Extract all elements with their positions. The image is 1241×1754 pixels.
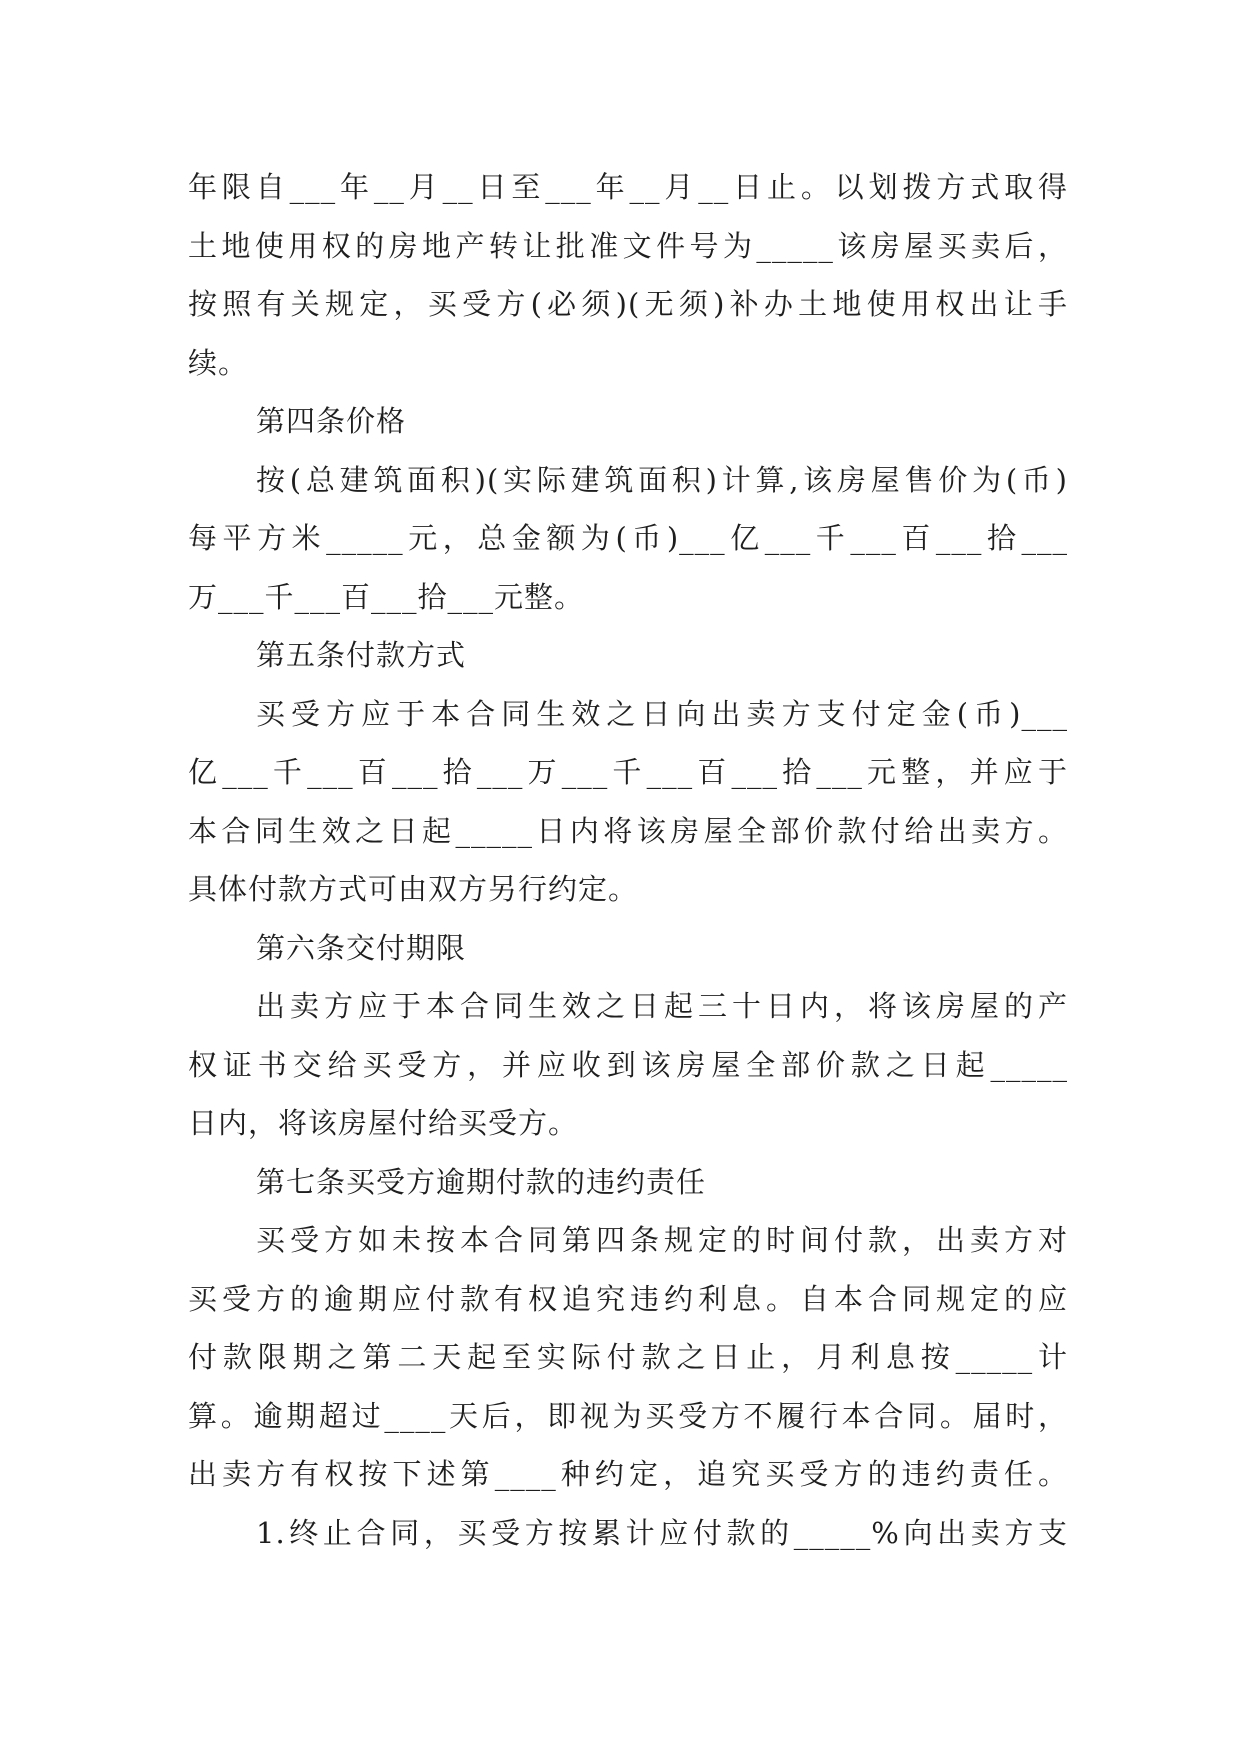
text-line: 日内，将该房屋付给买受方。 <box>188 1106 579 1140</box>
text-line: 按(总建筑面积)(实际建筑面积)计算,该房屋售价为(币) <box>256 462 1068 497</box>
text-line: 出卖方有权按下述第____种约定，追究买受方的违约责任。 <box>188 1457 1068 1491</box>
text-line: 具体付款方式可由双方另行约定。 <box>188 872 639 906</box>
text-line: 付款限期之第二天起至实际付款之日止，月利息按_____计 <box>188 1340 1068 1374</box>
text-line: 第四条价格 <box>256 404 407 438</box>
text-line: 按照有关规定，买受方(必须)(无须)补办土地使用权出让手 <box>188 287 1068 321</box>
text-line: 续。 <box>188 345 249 380</box>
text-line: 土地使用权的房地产转让批准文件号为_____该房屋买卖后， <box>188 228 1068 263</box>
text-line: 1.终止合同，买受方按累计应付款的_____%向出卖方支 <box>256 1515 1068 1550</box>
text-line: 每平方米_____元，总金额为(币)___亿___千___百___拾___ <box>188 521 1068 555</box>
text-line: 年限自___年__月__日至___年__月__日止。以划拨方式取得 <box>188 170 1068 204</box>
text-line: 第五条付款方式 <box>256 638 467 672</box>
contract-text-body <box>188 158 1068 1562</box>
text-line: 买受方如未按本合同第四条规定的时间付款，出卖方对 <box>256 1223 1068 1257</box>
text-line: 万___千___百___拾___元整。 <box>188 579 585 614</box>
text-line: 本合同生效之日起_____日内将该房屋全部价款付给出卖方。 <box>188 813 1068 848</box>
text-line: 算。逾期超过____天后，即视为买受方不履行本合同。届时， <box>188 1398 1068 1433</box>
text-line: 第六条交付期限 <box>256 930 467 965</box>
text-line: 第七条买受方逾期付款的违约责任 <box>256 1164 707 1199</box>
text-line: 出卖方应于本合同生效之日起三十日内，将该房屋的产 <box>256 989 1068 1023</box>
text-line: 亿___千___百___拾___万___千___百___拾___元整，并应于 <box>188 755 1068 789</box>
text-line: 买受方的逾期应付款有权追究违约利息。自本合同规定的应 <box>188 1281 1068 1316</box>
text-line: 权证书交给买受方，并应收到该房屋全部价款之日起_____ <box>188 1047 1068 1082</box>
text-line: 买受方应于本合同生效之日向出卖方支付定金(币)___ <box>256 696 1068 731</box>
